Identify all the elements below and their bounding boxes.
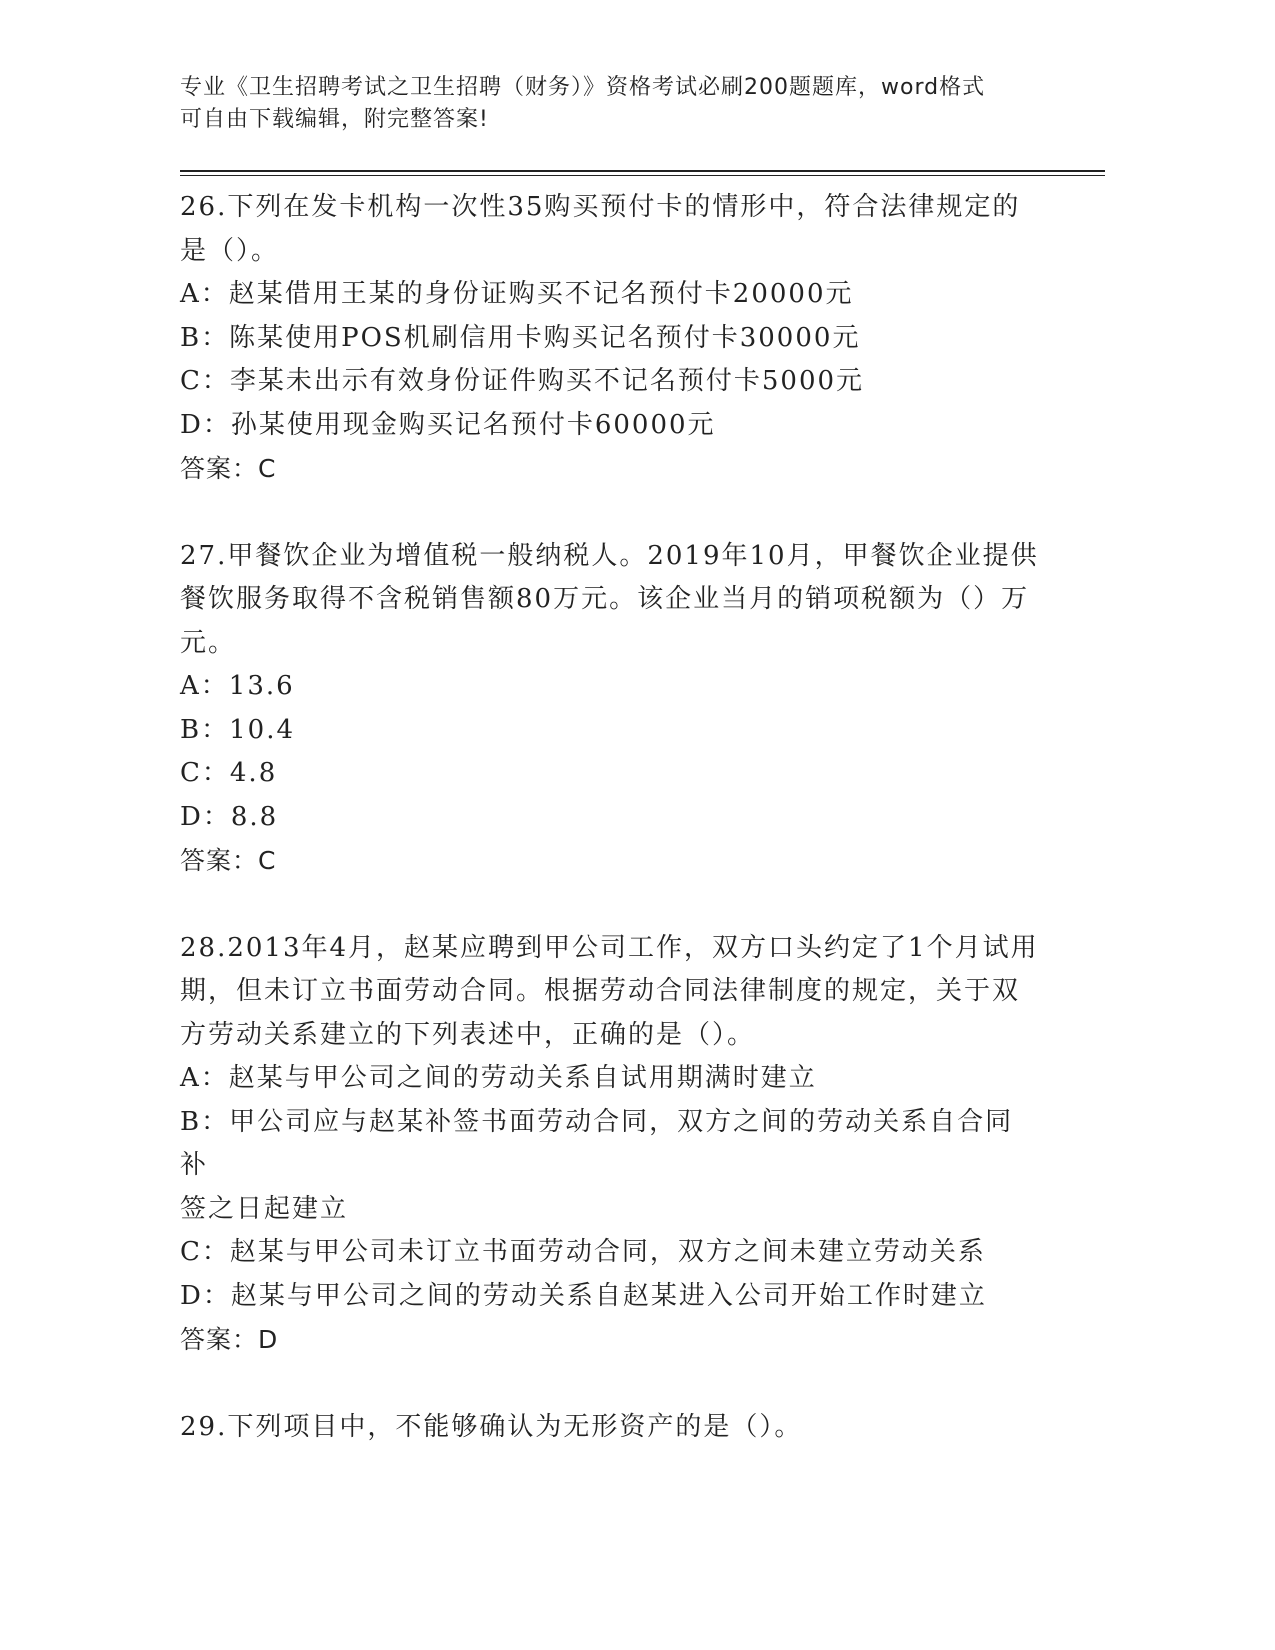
question-title-line: 是（）。 <box>180 235 280 266</box>
question-block <box>180 535 1040 883</box>
option-line: B：10.4 <box>180 714 295 745</box>
question-spacer <box>180 1362 1040 1406</box>
question-block <box>180 1406 1040 1450</box>
question-title-line: 28.2013年4月，赵某应聘到甲公司工作，双方口头约定了1个月试用 <box>180 932 1039 963</box>
question-spacer <box>180 491 1040 535</box>
answer-line: 答案：D <box>180 1325 279 1354</box>
option-line: A：13.6 <box>180 671 295 701</box>
question-title-line: 期，但未订立书面劳动合同。根据劳动合同法律制度的规定，关于双 <box>180 976 1021 1006</box>
question-title-line: 方劳动关系建立的下列表述中，正确的是（）。 <box>180 1019 756 1050</box>
answer-line: 答案：C <box>180 846 277 875</box>
option-line: C：4.8 <box>180 758 278 788</box>
header-line-2: 可自由下载编辑，附完整答案! <box>180 107 489 132</box>
document-header <box>180 72 1060 136</box>
option-line: D：8.8 <box>180 801 279 832</box>
question-block <box>180 927 1040 1362</box>
question-title-line: 餐饮服务取得不含税销售额80万元。该企业当月的销项税额为（）万 <box>180 584 1030 614</box>
header-line-1: 专业《卫生招聘考试之卫生招聘（财务）》资格考试必刷200题题库，word格式 <box>180 75 986 100</box>
question-list <box>180 186 1040 1449</box>
question-title-line: 29.下列项目中，不能够确认为无形资产的是（）。 <box>180 1411 803 1442</box>
question-block <box>180 186 1040 491</box>
option-line: C：李某未出示有效身份证件购买不记名预付卡5000元 <box>180 366 865 396</box>
header-rule-thick <box>180 170 1105 172</box>
option-line: D：孙某使用现金购买记名预付卡60000元 <box>180 409 716 440</box>
option-line: 签之日起建立 <box>180 1193 349 1224</box>
option-line: C：赵某与甲公司未订立书面劳动合同，双方之间未建立劳动关系 <box>180 1237 986 1267</box>
option-line: A：赵某与甲公司之间的劳动关系自试用期满时建立 <box>180 1063 817 1093</box>
header-rule-thin <box>180 175 1105 176</box>
option-line: D：赵某与甲公司之间的劳动关系自赵某进入公司开始工作时建立 <box>180 1280 987 1311</box>
question-title-line: 26.下列在发卡机构一次性35购买预付卡的情形中，符合法律规定的 <box>180 192 1021 222</box>
option-line: B：甲公司应与赵某补签书面劳动合同，双方之间的劳动关系自合同补 <box>180 1106 1014 1180</box>
option-line: A：赵某借用王某的身份证购买不记名预付卡20000元 <box>180 279 854 309</box>
answer-line: 答案：C <box>180 454 277 483</box>
question-title-line: 27.甲餐饮企业为增值税一般纳税人。2019年10月，甲餐饮企业提供 <box>180 540 1039 571</box>
question-spacer <box>180 883 1040 927</box>
question-title-line: 元。 <box>180 627 237 658</box>
option-line: B：陈某使用POS机刷信用卡购买记名预付卡30000元 <box>180 322 861 353</box>
